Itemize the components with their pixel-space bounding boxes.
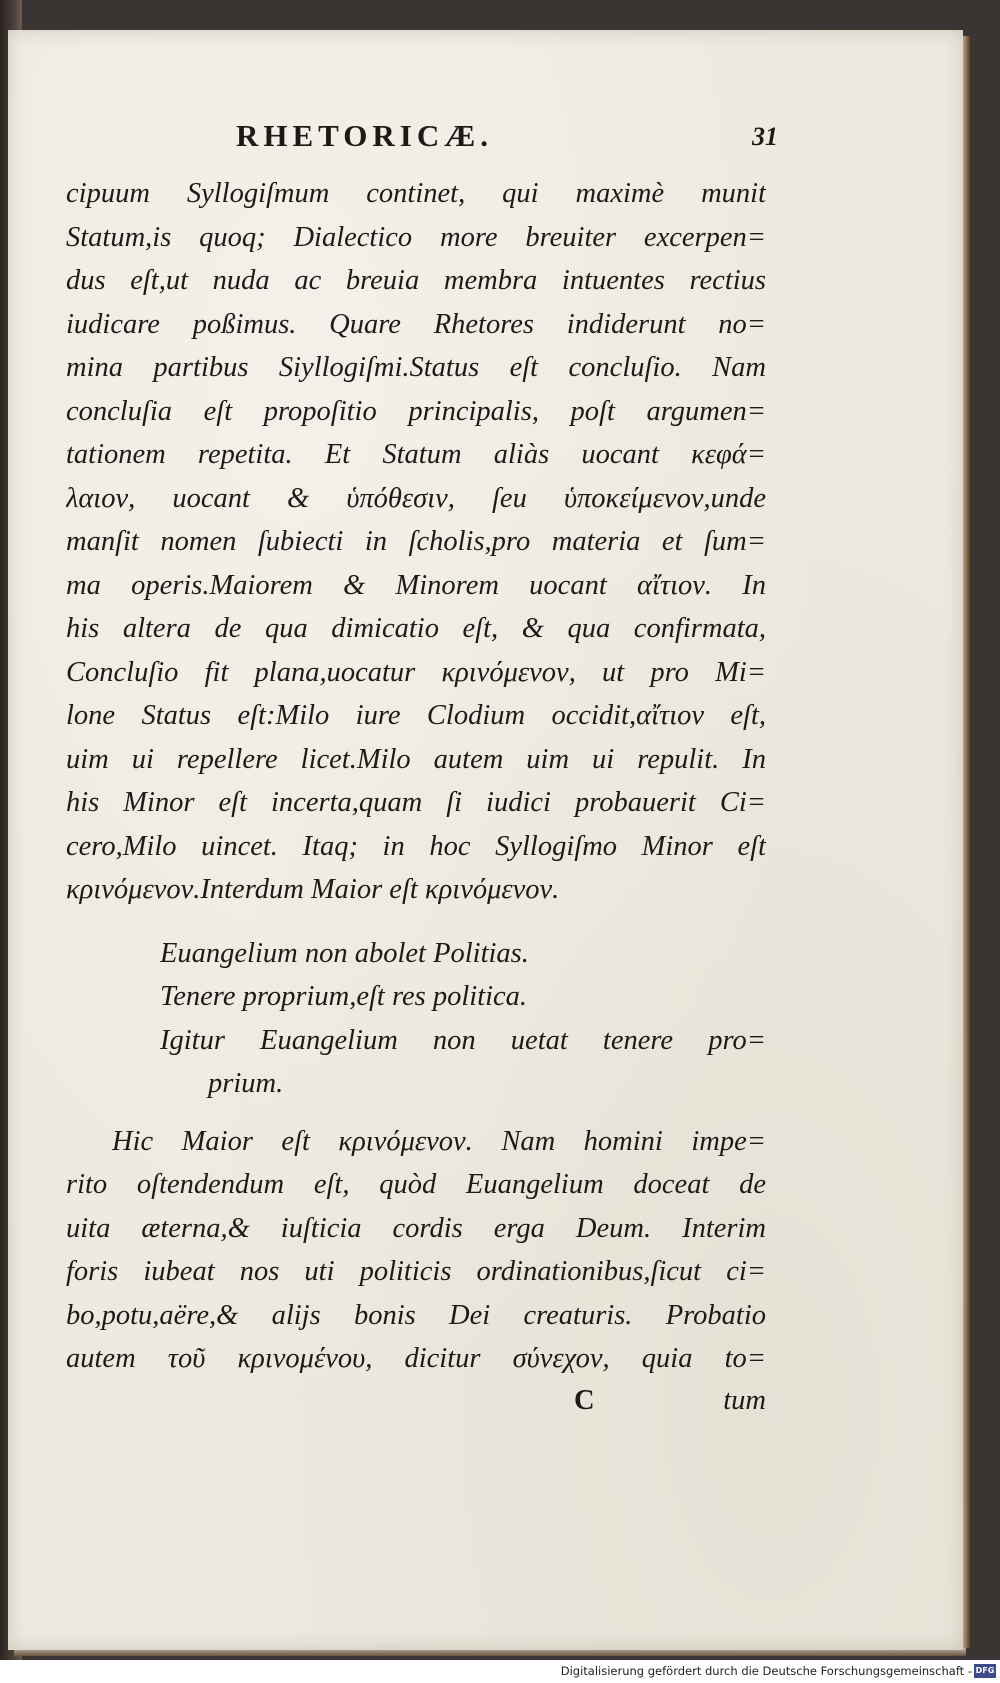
text-line: bo,potu,aëre,& aliјs bonis Dei creaturis. Probatio — [66, 1299, 766, 1331]
syllogism-conclusion: Igitur Euangelium non uetat tenere pro= — [160, 1024, 766, 1056]
running-head: RHETORICÆ. — [236, 118, 493, 153]
paragraph-1 — [66, 172, 766, 912]
text-line: cipuum Syllogiſmum continet, qui maximè munit — [66, 178, 766, 209]
digitization-credit: Digitalisierung gefördert durch die Deutsche Forschungsgemeinschaft - — [560, 1664, 972, 1678]
text-line: iudicare poßimus. Quare Rhetores indiderunt no= — [66, 308, 766, 340]
syllogism-block — [160, 932, 766, 1106]
text-line: cero,Milo uincet. Itaq; in hoc Syllogiſmo Minor eſt — [66, 830, 766, 862]
text-line: rito oſtendendum eſt, quòd Euangelium doceat de — [66, 1169, 766, 1200]
text-line: lone Status eſt:Milo iure Clodium occidit,αἴτιον eſt, — [66, 700, 766, 731]
text-line: concluſia eſt propoſitio principalis, poſt argumen= — [66, 395, 766, 427]
text-line: manſit nomen ſubiecti in ſcholis,pro materia et ſum= — [66, 526, 766, 557]
page-header — [66, 118, 778, 172]
page-text-block — [66, 118, 778, 1424]
text-line: uita æterna,& iuſticia cordis erga Deum. Interim — [66, 1212, 766, 1244]
text-line: dus eſt,ut nuda ac breuia membra intuentes rectius — [66, 265, 766, 296]
text-line: κρινόμενον.Interdum Maior eſt κρινόμενον. — [66, 874, 560, 905]
text-line: tationem repetita. Et Statum aliàs uocant κεφά= — [66, 439, 766, 470]
text-line: λαιον, uocant & ὑπόθεσιν, ſeu ὑποκείμενον,unde — [66, 482, 766, 514]
syllogism-conclusion-cont: prium. — [208, 1068, 284, 1099]
text-line: autem τοῦ κρινομένου, dicitur σύνεχον, quia to= — [66, 1343, 766, 1374]
text-line: Statum,is quoq; Dialectico more breuiter excerpen= — [66, 221, 766, 253]
signature-mark: C — [574, 1384, 595, 1416]
text-line: uim ui repellere licet.Milo autem uim ui repulit. In — [66, 743, 766, 775]
text-line: foris iubeat nos uti politicis ordinationibus,ſicut ci= — [66, 1256, 766, 1287]
catchword: tum — [723, 1384, 766, 1416]
syllogism-minor: Tenere proprium,eſt res politica. — [160, 981, 528, 1012]
text-line: ma operis.Maiorem & Minorem uocant αἴτιον. In — [66, 569, 766, 601]
catch-row — [66, 1381, 766, 1425]
text-line: Hic Maior eſt κρινόμενον. Nam homini impe= — [112, 1125, 766, 1157]
text-line: his Minor eſt incerta,quam ſi iudici probauerit Ci= — [66, 787, 766, 818]
page-edge-right — [962, 36, 970, 1648]
syllogism-major: Euangelium non abolet Politias. — [160, 937, 529, 969]
text-line: mina partibus Siyllogiſmi.Status eſt concluſio. Nam — [66, 352, 766, 383]
text-line: Concluſio fit plana,uocatur κρινόμενον, ut pro Mi= — [66, 656, 766, 688]
text-line: his altera de qua dimicatio eſt, & qua confirmata, — [66, 613, 766, 644]
dfg-logo: DFG — [974, 1664, 996, 1678]
folio-number: 31 — [752, 122, 778, 151]
paragraph-2 — [66, 1120, 766, 1381]
